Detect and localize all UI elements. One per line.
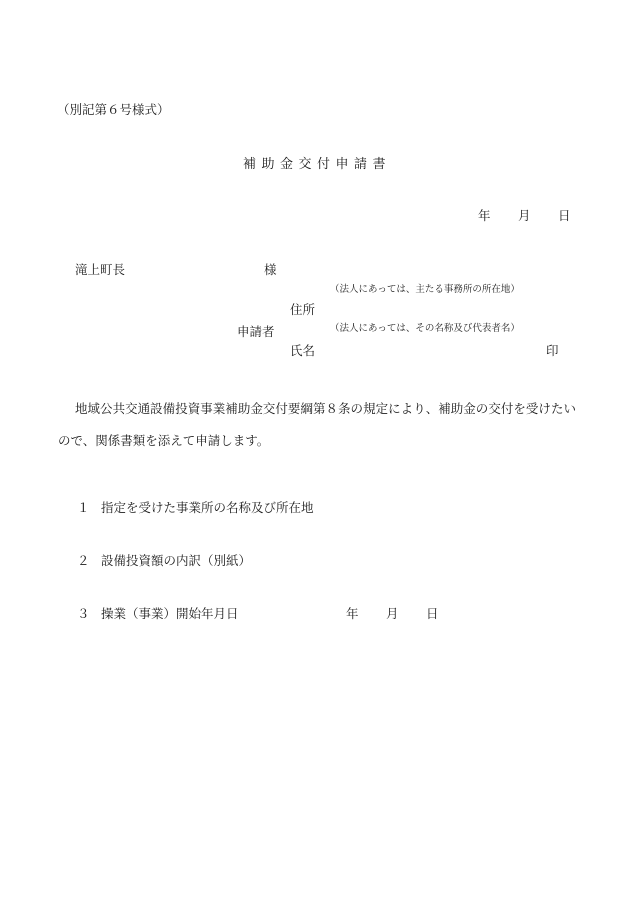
name-label: 氏名 <box>290 343 316 358</box>
date-month: 月 <box>518 208 531 223</box>
item-text: 操業（事業）開始年月日 <box>101 606 239 621</box>
applicant-role-label: 申請者 <box>237 324 275 339</box>
date-year: 年 <box>478 208 491 223</box>
item-text: 指定を受けた事業所の名称及び所在地 <box>101 500 314 515</box>
date-day: 日 <box>558 208 571 223</box>
name-note: （法人にあっては、その名称及び代表者名） <box>330 323 520 334</box>
item-text: 設備投資額の内訳（別紙） <box>101 553 252 568</box>
address-label: 住所 <box>290 302 316 317</box>
start-date-year: 年 <box>346 606 359 621</box>
item-number: ３ <box>77 606 90 621</box>
start-date-month: 月 <box>386 606 399 621</box>
form-number-label: （別記第６号様式） <box>57 102 170 117</box>
start-date-day: 日 <box>426 606 439 621</box>
item-number: ２ <box>77 553 90 568</box>
address-note: （法人にあっては、主たる事務所の所在地） <box>330 284 520 295</box>
document-title: 補助金交付申請書 <box>243 157 392 172</box>
application-statement: 地域公共交通設備投資事業補助金交付要綱第８条の規定により、補助金の交付を受けたいので、関係書類を添えて申請します。 <box>58 401 576 448</box>
seal-mark: 印 <box>546 343 559 358</box>
item-number: １ <box>77 500 90 515</box>
addressee-honorific: 様 <box>264 262 277 277</box>
addressee-name: 滝上町長 <box>75 262 126 277</box>
